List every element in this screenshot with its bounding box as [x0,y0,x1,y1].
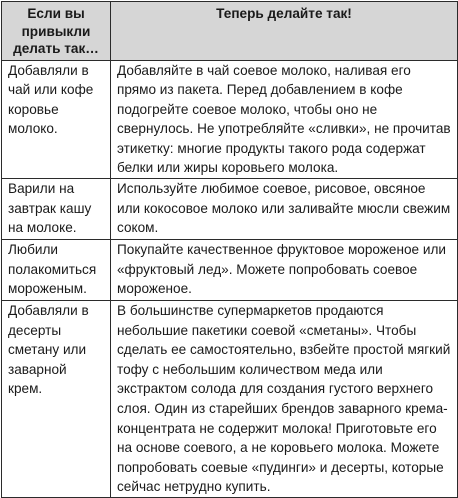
table-row [2,301,458,498]
cell-now: Используйте любимое соевое, рисовое, овсяное или кокосовое молоко или заливайте мюсли свежим соком. [111,179,458,240]
header-now: Теперь делайте так! [111,2,458,61]
header-before: Если вы привыкли делать так… [2,2,111,61]
tips-table [1,1,458,498]
table-row [2,60,458,179]
cell-now: Покупайте качественное фруктовое мороженое или «фруктовый лед». Можете попробовать соевое мороженое. [111,240,458,301]
table-row [2,240,458,301]
cell-before: Варили на завтрак кашу на молоке. [2,179,111,240]
cell-before: Любили полакомиться мороженым. [2,240,111,301]
table-row [2,179,458,240]
cell-before: Добавляли в чай или кофе коровье молоко. [2,60,111,179]
cell-now: В большинстве супермаркетов продаются небольшие пакетики соевой «сметаны». Чтобы сделать ее самостоятельно, взбейте простой мягкий тофу с небольшим количеством меда или экстрактом солода для создания густого верхнего слоя. Один из старейших брендов заварного крема-концентрата не содержит молока! Приготовьте его на основе соевого, а не коровьего молока. Можете попробовать соевые «пудинги» и десерты, которые сейчас нетрудно купить. [111,301,458,498]
cell-before: Добавляли в десерты сметану или заварной крем. [2,301,111,498]
table-header-row [2,2,458,61]
cell-now: Добавляйте в чай соевое молоко, наливая его прямо из пакета. Перед добавлением в кофе подогрейте соевое молоко, чтобы оно не свернулось. Не употребляйте «сливки», не прочитав этикетку: многие продукты такого рода содержат белки или жиры коровьего молока. [111,60,458,179]
